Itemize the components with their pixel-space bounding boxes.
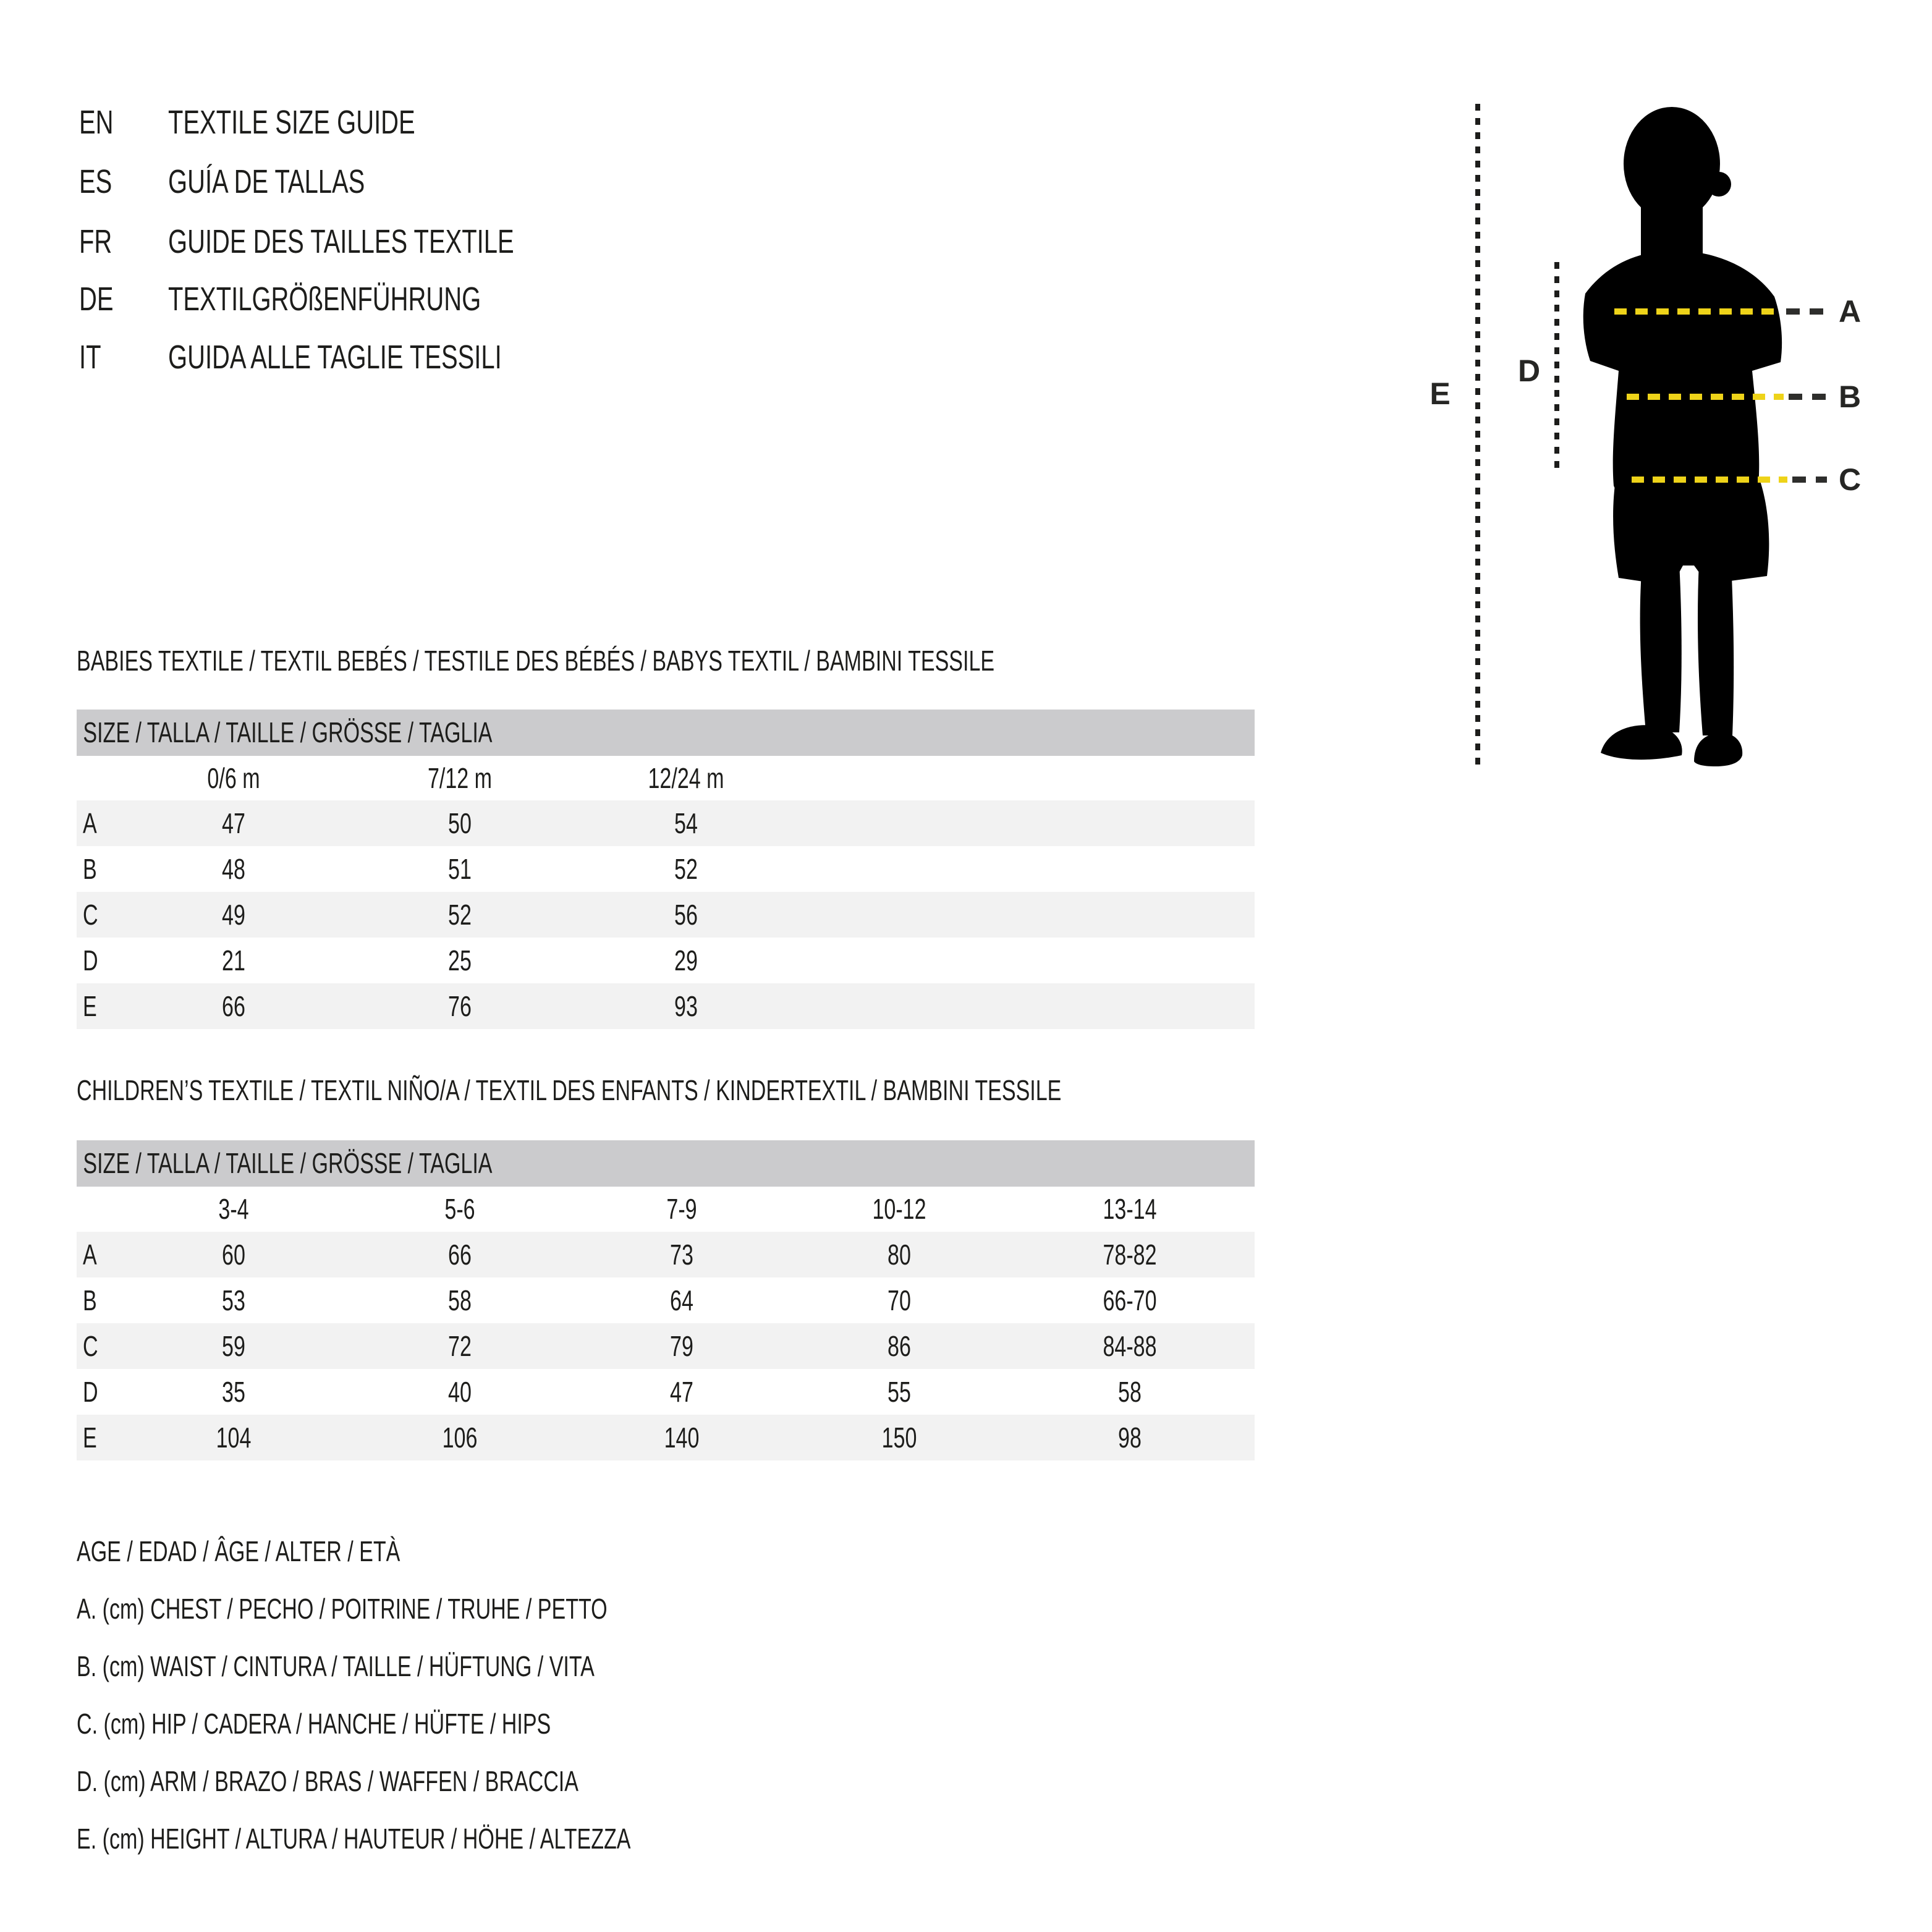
table-cell: 48 <box>222 853 245 885</box>
table-cell: 58 <box>448 1284 472 1316</box>
children-table-row-e <box>77 1415 1255 1460</box>
row-label: B <box>83 853 97 885</box>
table-cell: 47 <box>670 1376 693 1408</box>
table-cell: 49 <box>222 899 245 931</box>
row-label: B <box>83 1284 97 1316</box>
children-column-header: 13-14 <box>1103 1193 1157 1225</box>
row-label: C <box>83 899 98 931</box>
header-line-en <box>0 103 1360 142</box>
legend-height-line: E. (cm) HEIGHT / ALTURA / HAUTEUR / HÖHE / ALTEZZA <box>77 1823 631 1855</box>
children-size-header-bar: SIZE / TALLA / TAILLE / GRÖSSE / TAGLIA <box>77 1140 1255 1187</box>
row-label: D <box>83 944 98 977</box>
figure-label-c: C <box>1838 462 1862 497</box>
guide-title-it: GUIDA ALLE TAGLIE TESSILI <box>168 339 502 376</box>
legend-arm-line: D. (cm) ARM / BRAZO / BRAS / WAFFEN / BRACCIA <box>77 1765 578 1797</box>
table-cell: 80 <box>888 1239 911 1271</box>
children-column-header-row <box>77 1187 1255 1231</box>
header-line-it <box>0 337 1360 377</box>
table-cell: 66 <box>222 990 245 1022</box>
figure-label-e: E <box>1430 376 1451 411</box>
figure-label-b: B <box>1838 379 1862 414</box>
table-cell: 140 <box>664 1421 700 1454</box>
row-label: E <box>83 990 97 1022</box>
table-cell: 84-88 <box>1103 1330 1157 1362</box>
legend-chest-line: A. (cm) CHEST / PECHO / POITRINE / TRUHE / PETTO <box>77 1593 608 1625</box>
babies-table-row-b <box>77 846 1255 892</box>
table-cell: 59 <box>222 1330 245 1362</box>
table-cell: 76 <box>448 990 472 1022</box>
children-column-header: 7-9 <box>666 1193 697 1225</box>
babies-column-header: 12/24 m <box>648 762 724 794</box>
guide-title-de: TEXTILGRÖßENFÜHRUNG <box>168 281 481 318</box>
table-cell: 25 <box>448 944 472 977</box>
language-code: EN <box>79 104 114 141</box>
table-cell: 21 <box>222 944 245 977</box>
row-label: A <box>83 807 97 839</box>
header-line-es <box>0 162 1360 201</box>
row-label: E <box>83 1421 97 1454</box>
guide-title-fr: GUIDE DES TAILLES TEXTILE <box>168 223 514 260</box>
babies-section-title: BABIES TEXTILE / TEXTIL BEBÉS / TESTILE DES BÉBÉS / BABYS TEXTIL / BAMBINI TESSILE <box>77 645 995 677</box>
table-cell: 52 <box>674 853 698 885</box>
babies-table-row-c <box>77 892 1255 938</box>
language-code: DE <box>79 281 114 318</box>
hip-measure-line-c <box>1632 477 1787 483</box>
row-label: C <box>83 1330 98 1362</box>
children-table-row-c <box>77 1323 1255 1369</box>
table-cell: 60 <box>222 1239 245 1271</box>
arm-measure-line-d <box>1554 262 1559 472</box>
table-cell: 98 <box>1118 1421 1142 1454</box>
chest-leader-line-a <box>1786 308 1826 315</box>
children-table-row-a <box>77 1232 1255 1277</box>
table-cell: 58 <box>1118 1376 1142 1408</box>
children-column-header: 5-6 <box>444 1193 475 1225</box>
guide-title-es: GUÍA DE TALLAS <box>168 163 365 200</box>
table-cell: 29 <box>674 944 698 977</box>
legend-age-line: AGE / EDAD / ÂGE / ALTER / ETÀ <box>77 1535 400 1567</box>
table-cell: 73 <box>670 1239 693 1271</box>
chest-measure-line-a <box>1614 308 1781 315</box>
table-cell: 52 <box>448 899 472 931</box>
babies-table-row-d <box>77 938 1255 983</box>
waist-leader-line-b <box>1789 394 1827 400</box>
babies-column-header-row <box>77 756 1255 800</box>
table-cell: 93 <box>674 990 698 1022</box>
language-code: FR <box>79 223 112 260</box>
guide-title-en: TEXTILE SIZE GUIDE <box>168 104 415 141</box>
height-measure-line-e <box>1475 104 1480 768</box>
table-cell: 54 <box>674 807 698 839</box>
figure-label-a: A <box>1838 294 1862 329</box>
table-cell: 106 <box>442 1421 478 1454</box>
table-cell: 104 <box>216 1421 252 1454</box>
waist-measure-line-b <box>1627 394 1784 400</box>
header-line-de <box>0 279 1360 319</box>
table-cell: 72 <box>448 1330 472 1362</box>
header-line-fr <box>0 222 1360 261</box>
children-column-header: 10-12 <box>872 1193 926 1225</box>
row-label: A <box>83 1239 97 1271</box>
table-cell: 55 <box>888 1376 911 1408</box>
legend-hip-line: C. (cm) HIP / CADERA / HANCHE / HÜFTE / HIPS <box>77 1708 551 1740</box>
table-cell: 78-82 <box>1103 1239 1157 1271</box>
language-code: IT <box>79 339 101 376</box>
table-cell: 79 <box>670 1330 693 1362</box>
table-cell: 86 <box>888 1330 911 1362</box>
babies-table-row-e <box>77 983 1255 1029</box>
row-label: D <box>83 1376 98 1408</box>
table-cell: 50 <box>448 807 472 839</box>
table-cell: 56 <box>674 899 698 931</box>
babies-table-row-a <box>77 800 1255 846</box>
children-column-header: 3-4 <box>218 1193 249 1225</box>
figure-label-d: D <box>1517 354 1541 388</box>
table-cell: 70 <box>888 1284 911 1316</box>
table-cell: 150 <box>881 1421 917 1454</box>
table-cell: 40 <box>448 1376 472 1408</box>
children-table-row-d <box>77 1369 1255 1415</box>
table-cell: 66 <box>448 1239 472 1271</box>
table-cell: 51 <box>448 853 472 885</box>
table-cell: 47 <box>222 807 245 839</box>
legend-waist-line: B. (cm) WAIST / CINTURA / TAILLE / HÜFTUNG / VITA <box>77 1650 595 1682</box>
language-code: ES <box>79 163 112 200</box>
babies-column-header: 7/12 m <box>427 762 493 794</box>
table-cell: 35 <box>222 1376 245 1408</box>
babies-size-header-bar: SIZE / TALLA / TAILLE / GRÖSSE / TAGLIA <box>77 710 1255 756</box>
table-cell: 64 <box>670 1284 693 1316</box>
children-table-row-b <box>77 1277 1255 1323</box>
table-cell: 53 <box>222 1284 245 1316</box>
table-cell: 66-70 <box>1103 1284 1157 1316</box>
babies-column-header: 0/6 m <box>207 762 260 794</box>
hip-leader-line-c <box>1792 477 1827 483</box>
child-silhouette-icon <box>1573 105 1786 766</box>
children-section-title: CHILDREN’S TEXTILE / TEXTIL NIÑO/A / TEXTIL DES ENFANTS / KINDERTEXTIL / BAMBINI TESSILE <box>77 1074 1062 1106</box>
